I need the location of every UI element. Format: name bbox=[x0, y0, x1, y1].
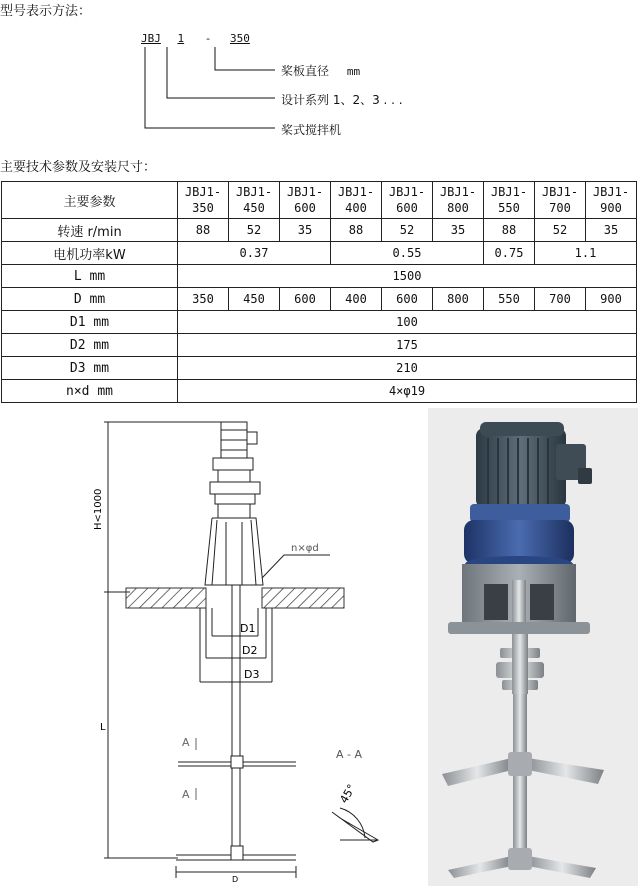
table-cell: 0.55 bbox=[331, 242, 484, 265]
row-label: 转速 r/min bbox=[2, 219, 178, 242]
drawing-support-frame bbox=[205, 518, 263, 585]
section-aa-detail bbox=[332, 808, 378, 842]
drawing-floor-slab bbox=[126, 588, 344, 608]
model-code-prefix: JBJ bbox=[141, 32, 161, 45]
table-cell: 52 bbox=[535, 219, 586, 242]
legend-diameter-unit: mm bbox=[346, 65, 361, 78]
model-header: JBJ1- 400 bbox=[331, 182, 382, 219]
section-mark-lower: A bbox=[182, 788, 190, 801]
table-cell: 600 bbox=[280, 288, 331, 311]
legend-type: 桨式搅拌机 bbox=[281, 123, 342, 137]
row-label: D2 mm bbox=[2, 334, 178, 357]
table-cell: 88 bbox=[484, 219, 535, 242]
photo-support-frame bbox=[448, 564, 590, 634]
model-code-dash: - bbox=[204, 32, 212, 45]
model-header: JBJ1- 350 bbox=[178, 182, 229, 219]
drawing-shaft bbox=[232, 585, 240, 858]
photo-motor bbox=[476, 422, 592, 508]
drawing-upper-paddle bbox=[178, 756, 296, 768]
drawing-flange-dims bbox=[200, 608, 272, 682]
photo-coupling bbox=[496, 634, 544, 694]
table-cell: 450 bbox=[229, 288, 280, 311]
row-label: D3 mm bbox=[2, 357, 178, 380]
table-cell: 550 bbox=[484, 288, 535, 311]
legend-series: 设计系列 1、2、3 . . . bbox=[281, 93, 403, 107]
table-cell: 600 bbox=[382, 288, 433, 311]
params-heading: 主要技术参数及安装尺寸： bbox=[0, 160, 157, 175]
table-cell: 210 bbox=[178, 357, 637, 380]
model-header: JBJ1- 550 bbox=[484, 182, 535, 219]
model-header: JBJ1- 700 bbox=[535, 182, 586, 219]
row-label: D1 mm bbox=[2, 311, 178, 334]
model-header: JBJ1- 800 bbox=[433, 182, 484, 219]
table-cell: 35 bbox=[433, 219, 484, 242]
d-dimension-label: D bbox=[232, 875, 239, 884]
table-corner-label: 主要参数 bbox=[2, 182, 178, 219]
row-label: D mm bbox=[2, 288, 178, 311]
table-cell: 88 bbox=[178, 219, 229, 242]
model-notation-heading: 型号表示方法： bbox=[0, 4, 92, 19]
d1-label: D1 bbox=[240, 622, 256, 635]
product-photo bbox=[428, 408, 638, 886]
table-cell: 100 bbox=[178, 311, 637, 334]
table-cell: 0.37 bbox=[178, 242, 331, 265]
row-label: 电机功率kW bbox=[2, 242, 178, 265]
table-cell: 700 bbox=[535, 288, 586, 311]
section-mark-upper: A bbox=[182, 736, 190, 749]
d3-label: D3 bbox=[244, 668, 260, 681]
model-header: JBJ1- 600 bbox=[280, 182, 331, 219]
row-label: L mm bbox=[2, 265, 178, 288]
row-label: n×d mm bbox=[2, 380, 178, 403]
d2-label: D2 bbox=[242, 644, 258, 657]
table-cell: 88 bbox=[331, 219, 382, 242]
model-header: JBJ1- 900 bbox=[586, 182, 637, 219]
photo-gearbox bbox=[464, 504, 574, 572]
table-cell: 4×φ19 bbox=[178, 380, 637, 403]
drawing-motor bbox=[210, 422, 260, 518]
table-cell: 52 bbox=[382, 219, 433, 242]
table-cell: 1500 bbox=[178, 265, 637, 288]
table-cell: 350 bbox=[178, 288, 229, 311]
legend-diameter-label: 桨板直径 bbox=[281, 64, 330, 78]
table-cell: 1.1 bbox=[535, 242, 637, 265]
nd-label: n×φd bbox=[291, 543, 319, 554]
table-cell: 800 bbox=[433, 288, 484, 311]
table-cell: 400 bbox=[331, 288, 382, 311]
photo-bottom-paddles bbox=[448, 848, 596, 878]
product-photo-illustration bbox=[428, 408, 638, 886]
drawing-bottom-paddle bbox=[176, 846, 296, 878]
model-header: JBJ1- 450 bbox=[229, 182, 280, 219]
table-cell: 175 bbox=[178, 334, 637, 357]
table-cell: 900 bbox=[586, 288, 637, 311]
h-dimension-label: H<1000 bbox=[93, 488, 104, 530]
angle-label: 45° bbox=[337, 782, 359, 806]
section-aa-label: A - A bbox=[336, 748, 363, 761]
photo-shaft bbox=[513, 694, 527, 864]
table-cell: 0.75 bbox=[484, 242, 535, 265]
table-cell: 35 bbox=[280, 219, 331, 242]
table-cell: 35 bbox=[586, 219, 637, 242]
table-cell: 52 bbox=[229, 219, 280, 242]
l-dimension-label: L bbox=[100, 722, 106, 733]
model-code-diameter: 350 bbox=[230, 32, 250, 45]
model-header: JBJ1- 600 bbox=[382, 182, 433, 219]
model-code-series: 1 bbox=[177, 32, 185, 45]
